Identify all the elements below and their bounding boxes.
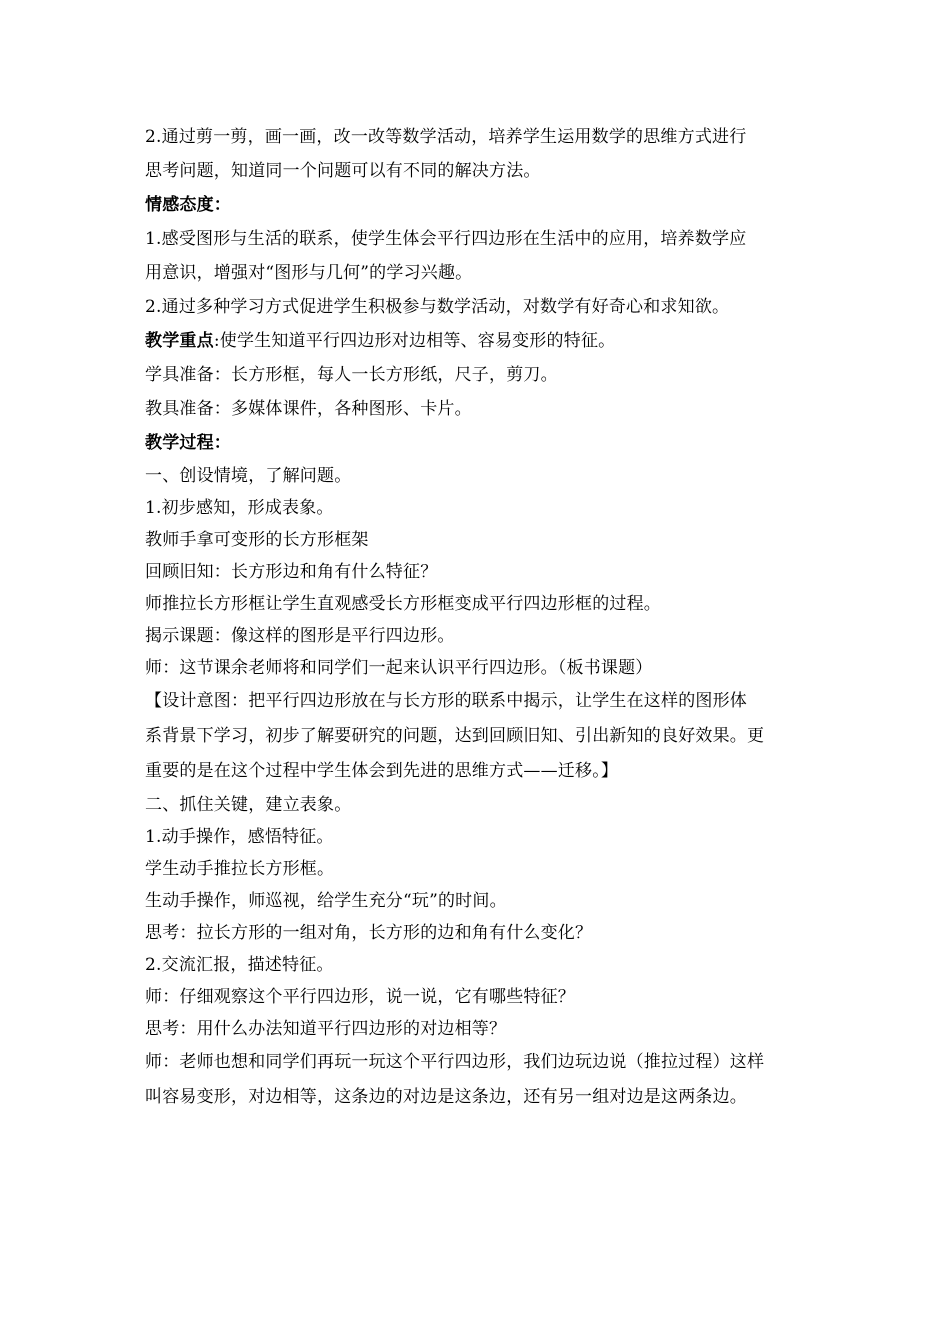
student-tools: 学具准备：长方形框，每人一长方形纸，尺子，剪刀。	[145, 365, 558, 385]
section-1-text-4: 揭示课题：像这样的图形是平行四边形。	[145, 626, 455, 646]
teaching-key-text: :使学生知道平行四边形对边相等、容易变形的特征。	[213, 331, 616, 351]
section-2-title: 二、抓住关键，建立表象。	[145, 795, 352, 815]
emotion-1-line-1: 1.感受图形与生活的联系，使学生体会平行四边形在生活中的应用，培养数学应	[145, 229, 747, 249]
process-heading: 教学过程：	[145, 433, 231, 453]
teaching-key-label: 教学重点	[145, 331, 214, 351]
section-1-text-1: 教师手拿可变形的长方形框架	[145, 530, 369, 550]
section-1-step-1: 1.初步感知，形成表象。	[145, 498, 334, 518]
section-1-text-5: 师：这节课余老师将和同学们一起来认识平行四边形。（板书课题）	[145, 658, 653, 678]
section-2-text-4: 师：仔细观察这个平行四边形，说一说，它有哪些特征？	[145, 987, 575, 1007]
design-intent-line-3: 重要的是在这个过程中学生体会到先进的思维方式——迁移。】	[145, 761, 619, 781]
section-2-text-5: 思考：用什么办法知道平行四边形的对边相等？	[145, 1019, 507, 1039]
section-1-text-2: 回顾旧知：长方形边和角有什么特征？	[145, 562, 438, 582]
teacher-tools: 教具准备：多媒体课件，各种图形、卡片。	[145, 399, 472, 419]
teaching-key-point	[145, 324, 817, 358]
design-intent-line-2: 系背景下学习，初步了解要研究的问题，达到回顾旧知、引出新知的良好效果。更	[145, 726, 765, 746]
objective-2-line-1: 2.通过剪一剪，画一画，改一改等数学活动，培养学生运用数学的思维方式进行	[145, 127, 747, 147]
section-2-text-1: 学生动手推拉长方形框。	[145, 859, 335, 879]
objective-2-line-2: 思考问题，知道同一个问题可以有不同的解决方法。	[145, 161, 541, 181]
emotion-1-line-2: 用意识，增强对“图形与几何”的学习兴趣。	[145, 263, 473, 283]
section-2-step-1: 1.动手操作，感悟特征。	[145, 827, 334, 847]
section-2-text-6-line-1: 师：老师也想和同学们再玩一玩这个平行四边形，我们边玩边说（推拉过程）这样	[145, 1052, 765, 1072]
section-2-text-3: 思考：拉长方形的一组对角，长方形的边和角有什么变化？	[145, 923, 593, 943]
section-2-text-2: 生动手操作，师巡视，给学生充分“玩”的时间。	[145, 891, 507, 911]
section-1-text-3: 师推拉长方形框让学生直观感受长方形框变成平行四边形框的过程。	[145, 594, 661, 614]
document-page	[145, 120, 817, 1115]
emotion-2: 2.通过多种学习方式促进学生积极参与数学活动，对数学有好奇心和求知欲。	[145, 297, 730, 317]
section-2-step-2: 2.交流汇报，描述特征。	[145, 955, 334, 975]
emotion-heading: 情感态度：	[145, 195, 231, 215]
design-intent-line-1: 【设计意图：把平行四边形放在与长方形的联系中揭示，让学生在这样的图形体	[145, 691, 747, 711]
section-2-text-6-line-2: 叫容易变形，对边相等，这条边的对边是这条边，还有另一组对边是这两条边。	[145, 1087, 747, 1107]
section-1-title: 一、创设情境，了解问题。	[145, 466, 352, 486]
